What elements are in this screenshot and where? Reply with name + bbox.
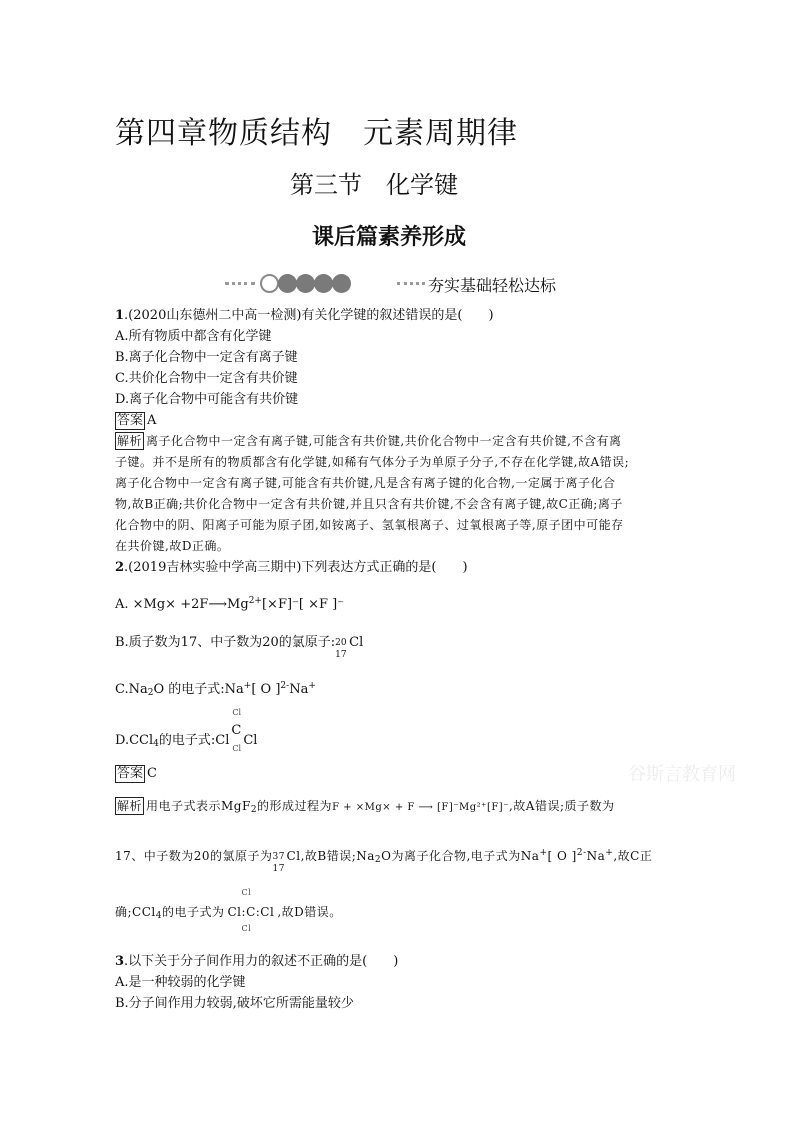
q1-analysis-line: 物,故B正确;共价化合物中一定含有共价键,并且只含有共价键,不会含有离子键,故C正确;离子 (115, 497, 623, 511)
q2-analysis-line-2: 17、中子数为20的氯原子为 37 17 Cl,故B错误$;Na_2O$为离子化合物,电子式为Na+[ O ]$^{2-}$Na+,故C正 (115, 848, 653, 874)
q1-answer: 答案 A (117, 413, 157, 428)
band-label: 夯实基础轻松达标 (428, 276, 557, 295)
q1-analysis-line: 解析 离子化合物中一定含有离子键,可能含有共价键,共价化合物中一定含有共价键,不含有离 (117, 434, 622, 448)
q1-option-d: D.离子化合物中可能含有共价键 (115, 392, 299, 407)
q1-analysis-line: 子键。并不是所有的物质都含有化学键,如稀有气体分子为单原子分子,不存在化学键,故A错误; (115, 455, 630, 469)
question-1-stem: 1.(2020山东德州二中高一检测)有关化学键的叙述错误的是( ) (115, 308, 494, 323)
q1-analysis-line: 在共价键,故D正确。 (115, 539, 230, 553)
q2-option-c: $C.Na_2O$ 的电子式:Na+[ O ]$^{2-}$Na+ (115, 681, 316, 698)
sub-title: 课后篇素养形成 (312, 225, 467, 250)
q1-analysis-line: 化合物中的阴、阳离子可能为原子团,如铵离子、氢氧根离子、过氧根离子等,原子团中可能存 (115, 518, 624, 532)
dotted-line-icon (397, 282, 425, 288)
question-2-stem: 2.(2019吉林实验中学高三期中)下列表达方式正确的是( ) (115, 560, 468, 575)
section-title: 第三节 化学键 (290, 171, 458, 199)
question-3-stem: 3.以下关于分子间作用力的叙述不正确的是( ) (115, 954, 399, 969)
dotted-line-icon (225, 282, 255, 288)
q2-option-d: D.CCl$_4$的电子式:Cl Cl C Cl Cl (115, 708, 258, 753)
watermark: 谷斯言教育网 (628, 764, 736, 785)
q2-answer: 答案 C (117, 766, 157, 781)
q1-option-a: A.所有物质中都含有化学键 (115, 329, 272, 344)
section-band (225, 272, 595, 296)
q2-option-b: B.质子数为17、中子数为20的氯原子: 20 17 Cl (115, 635, 364, 660)
q2-option-a: A. $\times Mg\times +2F⟶Mg^{2+}[\times F]^-[ \times F$ ]⁻ (115, 596, 345, 612)
q3-option-a: A.是一种较弱的化学键 (115, 975, 246, 990)
q2-analysis-line-3: 确;CCl$_4$的电子式为 Cl Cl:C:Cl Cl ,故D错误。 (115, 888, 342, 933)
q1-option-c: C.共价化合物中一定含有共价键 (115, 371, 298, 386)
circles-decoration-icon (260, 272, 352, 296)
q3-option-b: B.分子间作用力较弱,破坏它所需能量较少 (115, 996, 354, 1011)
q2-analysis-line-1: 解析 用电子式表示MgF$_2$的形成过程为F + ×Mg× + F ⟶ [F]⁻Mg²⁺[F]⁻,故A错误;质子数为 (117, 799, 615, 815)
chapter-title: 第四章物质结构 元素周期律 (115, 116, 518, 151)
q1-analysis-line: 离子化合物中一定含有离子键,可能含有共价键,凡是含有离子键的化合物,一定属于离子化合 (115, 476, 616, 490)
q1-option-b: B.离子化合物中一定含有离子键 (115, 350, 298, 365)
